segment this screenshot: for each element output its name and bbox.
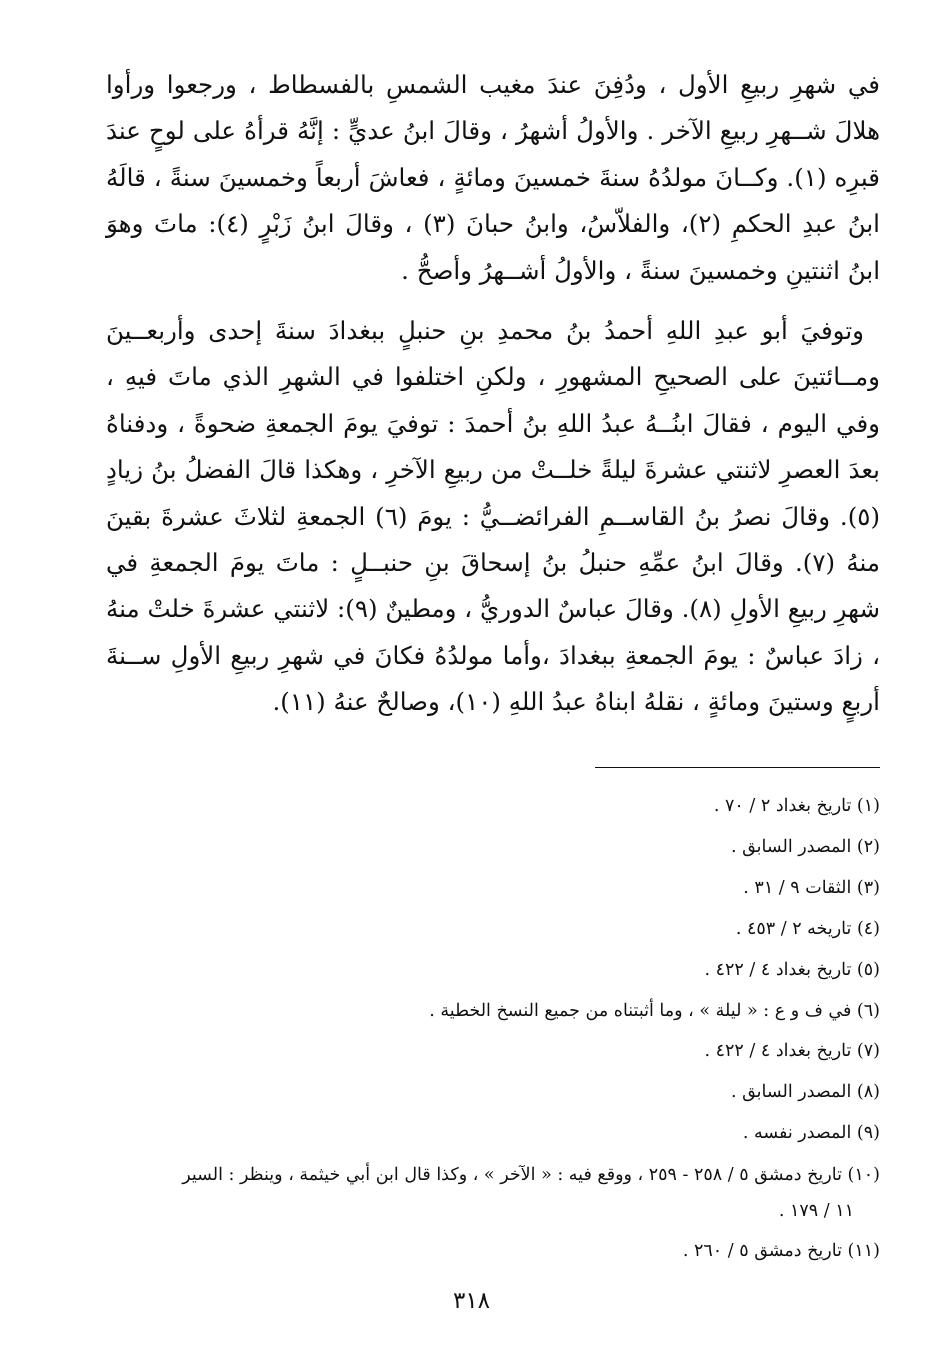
footnote-10-text: (١٠) تاريخ دمشق ٥ / ٢٥٨ - ٢٥٩ ، ووقع فيه : « الآخر » ، وكذا قال ابن أبي خيثمة ، وينظر : السير	[182, 1165, 880, 1186]
footnote-10-continuation: ١١ / ١٧٩ .	[778, 1201, 854, 1222]
footnote-10	[104, 1154, 880, 1231]
paragraph-2: وتوفيَ أبو عبدِ اللهِ أحمدُ بنُ محمدِ بنِ حنبلٍ ببغدادَ سنةَ إحدى وأربعــينَ ومــائتينَ على الصحيحِ المشهورِ ، ولكنِ اختلفوا في الشهرِ الذي ماتَ فيهِ ، وفي اليوم ، فقالَ ابنُــهُ عبدُ اللهِ بنُ أحمدَ : توفيَ يومَ الجمعةِ ضحوةً ، ودفناهُ بعدَ العصرِ لاثنتي عشرةَ ليلةً خلــتْ من ربيعِ الآخرِ ، وهكذا قالَ الفضلُ بنُ زيادٍ (٥). وقالَ نصرُ بنُ القاســمِ الفرائضــيُّ : يومَ (٦) الجمعةِ لثلاثَ عشرةَ بقينَ منهُ (٧). وقالَ ابنُ عمِّهِ حنبلُ بنُ إسحاقَ بنِ حنبــلٍ : ماتَ يومَ الجمعةِ في شهرِ ربيعِ الأولِ (٨). وقالَ عباسٌ الدوريُّ ، ومطينٌ (٩): لاثنتي عشرةَ خلتْ منهُ ، زادَ عباسٌ : يومَ الجمعةِ ببغدادَ ،وأما مولدُهُ فكانَ في شهرِ ربيعِ الأولِ ســنةَ أربعٍ وستينَ ومائةٍ ، نقلهُ ابناهُ عبدُ اللهِ (١٠)، وصالحٌ عنهُ (١١).	[106, 316, 881, 717]
page-number: ٣١٨	[452, 1288, 491, 1314]
footnote-8: (٨) المصدر السابق .	[730, 1082, 880, 1103]
footnote-4: (٤) تاريخه ٢ / ٤٥٣ .	[735, 918, 880, 939]
footnote-5: (٥) تاريخ بغداد ٤ / ٤٢٢ .	[704, 959, 880, 980]
paragraph-1: في شهرِ ربيعِ الأول ، ودُفِنَ عندَ مغيب الشمسِ بالفسطاط ، ورجعوا ورأوا هلالَ شــهرِ ربيعِ الآخر . والأولُ أشهرُ ، وقالَ ابنُ عديٍّ : إنَّهُ قرأهُ على لوحٍ عندَ قبرِه (١). وكــانَ مولدُهُ سنةَ خمسينَ ومائةٍ ، فعاشَ أربعاً وخمسينَ سنةً ، قالَهُ ابنُ عبدِ الحكمِ (٢)، والفلاّسُ، وابنُ حبانَ (٣) ، وقالَ ابنُ زَبْرٍ (٤): ماتَ وهوَ ابنُ اثنتينِ وخمسينَ سنةً ، والأولُ أشــهرُ وأصحُّ .	[106, 70, 880, 285]
footnote-2: (٢) المصدر السابق .	[730, 836, 880, 857]
footnote-11: (١١) تاريخ دمشق ٥ / ٢٦٠ .	[682, 1241, 880, 1262]
footnote-7: (٧) تاريخ بغداد ٤ / ٤٢٢ .	[704, 1041, 880, 1062]
footnotes	[104, 786, 880, 1272]
footnote-3: (٣) الثقات ٩ / ٣١ .	[743, 877, 880, 898]
footnote-1: (١) تاريخ بغداد ٢ / ٧٠ .	[713, 796, 880, 816]
footnote-separator	[595, 767, 880, 768]
footnote-6: (٦) في ف و ع : « ليلة » ، وما أثبتناه من جميع النسخ الخطية .	[429, 1000, 880, 1021]
main-text	[106, 62, 880, 726]
footnote-9: (٩) المصدر نفسه .	[742, 1123, 880, 1144]
